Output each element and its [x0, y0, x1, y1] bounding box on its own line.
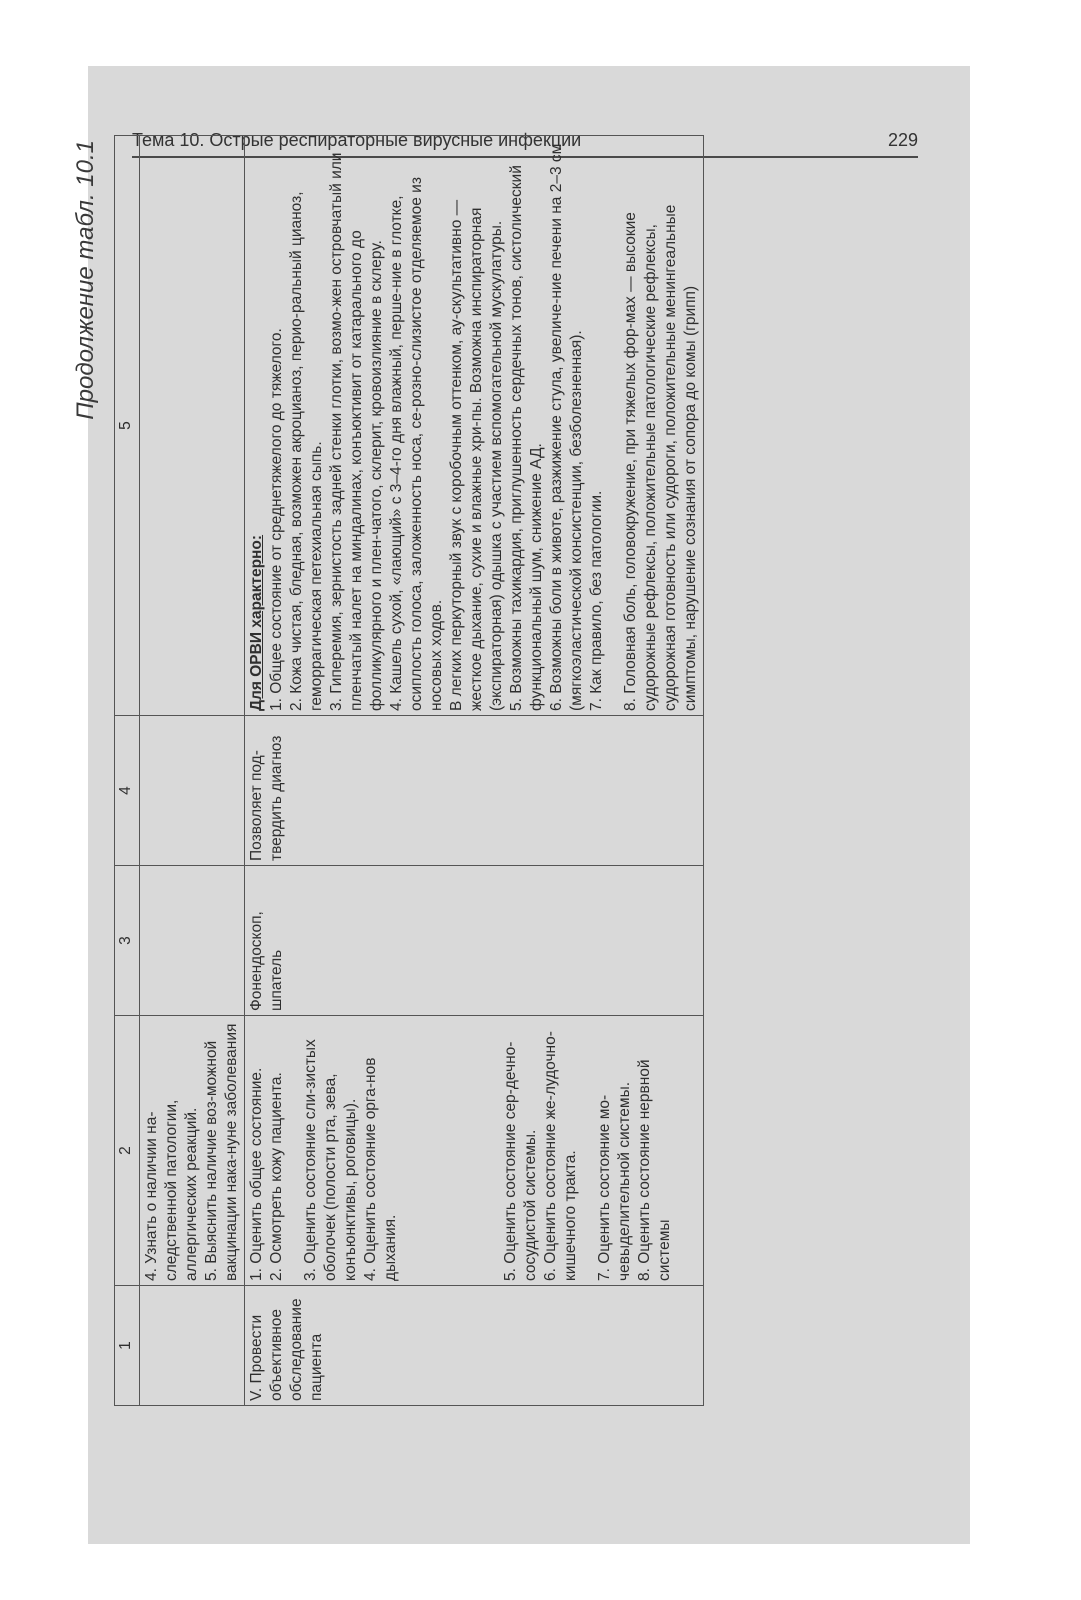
- running-header-title: Тема 10. Острые респираторные вирусные инфекции: [132, 130, 582, 150]
- row2-col2-cell: [245, 1016, 704, 1286]
- table-row: [140, 136, 245, 1406]
- column-header-4: 4: [115, 716, 140, 866]
- list-item: 7. Оценить состояние мо-чевыделительной системы.: [596, 1081, 633, 1281]
- equipment-text: Фонендоскоп, шпатель: [248, 911, 285, 1011]
- row1-col3-cell: [140, 866, 245, 1016]
- list-item: 6. Оценить состояние же-лудочно-кишечного тракта.: [542, 1031, 579, 1281]
- list-item: 8. Оценить состояние нервной системы: [636, 1059, 673, 1281]
- page-number: 229: [887, 130, 918, 150]
- column-header-2: 2: [115, 1016, 140, 1286]
- row1-col5-cell: [140, 136, 245, 716]
- column-header-3: 3: [115, 866, 140, 1016]
- list-item: 2. Осмотреть кожу пациента.: [268, 1072, 285, 1281]
- row1-col2-cell: [140, 1016, 245, 1286]
- table-header-row: [115, 136, 140, 1406]
- list-item: 4. Узнать о наличии на-следственной патологии, аллергических реакций.: [143, 1099, 200, 1281]
- finding-item: 8. Головная боль, головокружение, при тяжелых фор-мах — высокие судорожные рефлексы, положительные патологические рефлексы, судорожная готовность или судороги, положительные менингеальные симптомы, нарушение сознания от сопора до комы (грипп): [622, 204, 699, 711]
- list-item: 3. Оценить состояние сли-зистых оболочек (полости рта, зева, конъюнктивы, роговицы).: [302, 1039, 359, 1281]
- finding-item: 1. Общее состояние от среднетяжелого до тяжелого.: [268, 328, 285, 711]
- findings-heading: Для ОРВИ характерно:: [248, 534, 265, 711]
- finding-item: 6. Возможны боли в животе, разжижение стула, увеличе-ние печени на 2–3 см (мягкоэластической консистенции, безболезненная).: [548, 143, 585, 711]
- column-header-1: 1: [115, 1286, 140, 1406]
- table-caption: Продолжение табл. 10.1: [72, 140, 99, 420]
- row1-col4-cell: [140, 716, 245, 866]
- list-item: 5. Выяснить наличие воз-можной вакцинации нака-нуне заболевания: [203, 1023, 240, 1281]
- row2-col3-cell: [245, 866, 704, 1016]
- finding-item: 3. Гиперемия, зернистость задней стенки глотки, возмо-жен островчатый или пленчатый налет на миндалинах, конъюктивит от катарального до фолликулярного и плен-чатого, склерит, кровоизлияние в склеру.: [328, 152, 385, 711]
- table-row: [245, 136, 704, 1406]
- rotated-table-block: [72, 136, 882, 1406]
- finding-item: В легких перкуторный звук с коробочным оттенком, ау-скультативно — жесткое дыхание, сухие и влажные хри-пы. Возможна инспираторная (экспираторная) одышка с участием вспомогательной мускулатуры.: [448, 199, 505, 711]
- row1-col1-cell: [140, 1286, 245, 1406]
- assessment-table: [114, 135, 704, 1406]
- list-item: 4. Оценить состояние орга-нов дыхания.: [362, 1057, 399, 1281]
- stage-label: V. Провести объективное обследование пациента: [248, 1298, 325, 1401]
- purpose-text: Позволяет под-твердить диагноз: [248, 735, 285, 861]
- list-item: 1. Оценить общее состояние.: [248, 1067, 265, 1281]
- finding-item: 7. Как правило, без патологии.: [588, 490, 605, 711]
- row2-col5-cell: [245, 136, 704, 716]
- table-container: [114, 136, 704, 1406]
- column-header-5: 5: [115, 136, 140, 716]
- row2-col4-cell: [245, 716, 704, 866]
- finding-item: 4. Кашель сухой, «лающий» с 3–4-го дня влажный, перше-ние в глотке, осиплость голоса, заложенность носа, се-розно-слизистое отделяемое из носовых ходов.: [388, 177, 445, 711]
- list-item: 5. Оценить состояние сер-дечно-сосудистой системы.: [502, 1041, 539, 1281]
- finding-item: 5. Возможны тахикардия, приглушенность сердечных тонов, систолический функциональный шум, снижение АД.: [508, 165, 545, 711]
- row2-col1-cell: [245, 1286, 704, 1406]
- finding-item: 2. Кожа чистая, бледная, возможен акроцианоз, перио-ральный цианоз, геморрагическая петехиальная сыпь.: [288, 191, 325, 711]
